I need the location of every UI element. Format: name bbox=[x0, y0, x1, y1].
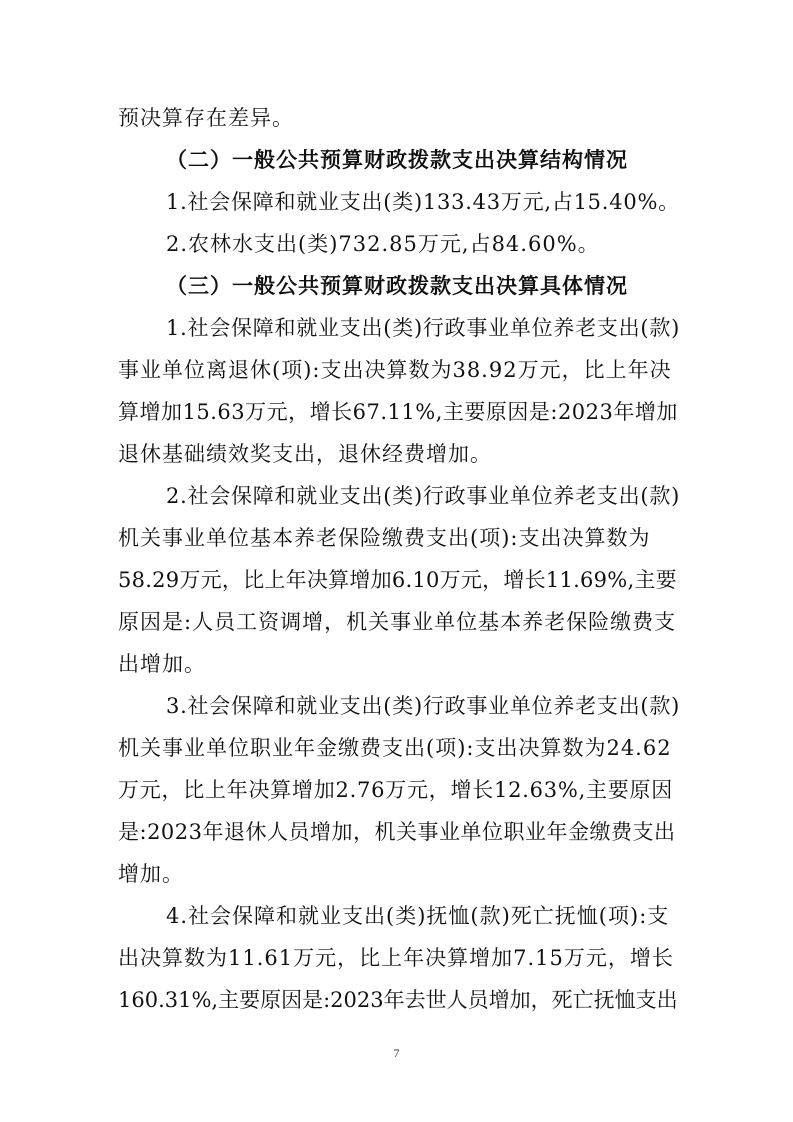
text-line: 事业单位离退休(项):支出决算数为38.92万元，比上年决 bbox=[118, 358, 672, 382]
text-line: 2.农林水支出(类)732.85万元,占84.60%。 bbox=[166, 232, 600, 256]
text-line: 出增加。 bbox=[118, 652, 206, 676]
page-number: 7 bbox=[393, 1046, 400, 1060]
text-line: 机关事业单位基本养老保险缴费支出(项):支出决算数为 bbox=[118, 526, 651, 550]
text-line: 算增加15.63万元，增长67.11%,主要原因是:2023年增加 bbox=[118, 400, 678, 424]
text-line: 预决算存在差异。 bbox=[118, 106, 294, 130]
text-line: 4.社会保障和就业支出(类)抚恤(款)死亡抚恤(项):支 bbox=[166, 904, 670, 928]
section-heading: （三）一般公共预算财政拨款支出决算具体情况 bbox=[166, 274, 628, 298]
text-line: 原因是:人员工资调增，机关事业单位基本养老保险缴费支 bbox=[118, 610, 677, 634]
text-line: 3.社会保障和就业支出(类)行政事业单位养老支出(款) bbox=[166, 694, 681, 718]
text-line: 58.29万元，比上年决算增加6.10万元，增长11.69%,主要 bbox=[118, 568, 677, 592]
text-line: 2.社会保障和就业支出(类)行政事业单位养老支出(款) bbox=[166, 484, 681, 508]
text-line: 1.社会保障和就业支出(类)行政事业单位养老支出(款) bbox=[166, 316, 681, 340]
section-heading: （二）一般公共预算财政拨款支出决算结构情况 bbox=[166, 148, 628, 172]
text-line: 退休基础绩效奖支出，退休经费增加。 bbox=[118, 442, 492, 466]
text-line: 机关事业单位职业年金缴费支出(项):支出决算数为24.62 bbox=[118, 736, 672, 760]
text-line: 出决算数为11.61万元，比上年决算增加7.15万元，增长 bbox=[118, 946, 674, 970]
text-line: 1.社会保障和就业支出(类)133.43万元,占15.40%。 bbox=[166, 190, 680, 214]
text-line: 是:2023年退休人员增加，机关事业单位职业年金缴费支出 bbox=[118, 820, 676, 844]
text-line: 160.31%,主要原因是:2023年去世人员增加，死亡抚恤支出 bbox=[118, 988, 678, 1012]
text-line: 增加。 bbox=[118, 862, 184, 886]
text-line: 万元，比上年决算增加2.76万元，增长12.63%,主要原因 bbox=[118, 778, 674, 802]
